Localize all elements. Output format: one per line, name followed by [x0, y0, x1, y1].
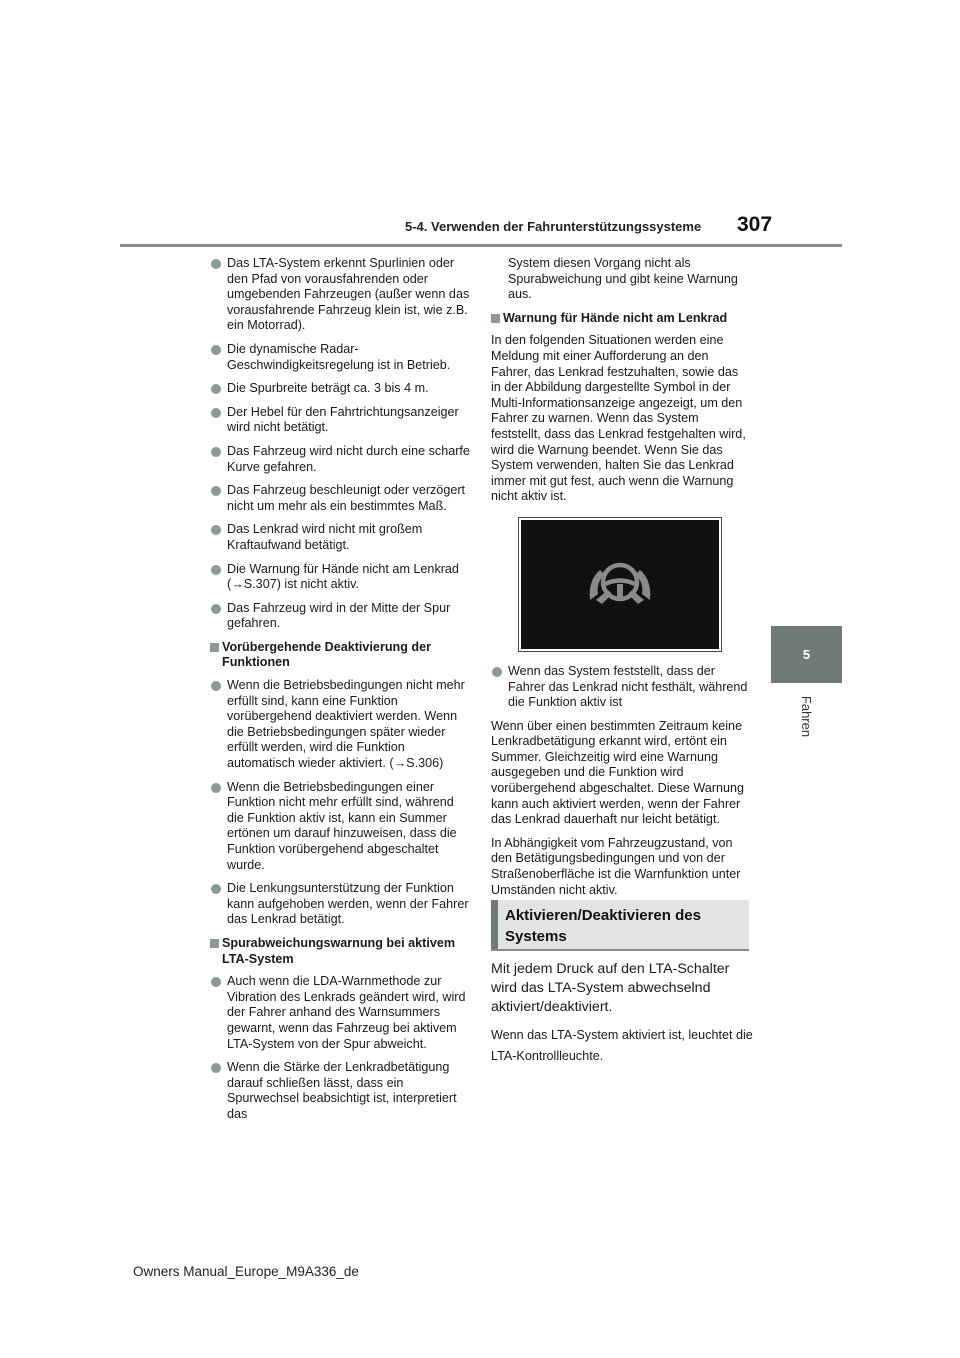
header-divider — [120, 244, 842, 247]
bullet-icon — [211, 408, 221, 418]
section-accent-bar — [491, 900, 498, 949]
list-item — [210, 342, 472, 373]
paragraph: In den folgenden Situationen werden eine Meldung mit einer Aufforderung an den Fahrer, das Lenkrad festzuhalten, sowie das in der Abbildung dargestellte Symbol in der Multi-Informationsanzeige angezeigt, um den Fahrer zu warnen. Wenn das System feststellt, dass das Lenkrad festgehalten wird, wird die Warnung beendet. Wenn Sie das System verwenden, halten Sie das Lenkrad immer mit gut fest, auch wenn die Warnung nicht aktiv ist. — [491, 333, 746, 504]
bullet-icon — [492, 667, 502, 677]
list-item-text: Die Spurbreite beträgt ca. 3 bis 4 m. — [227, 381, 429, 396]
right-column — [491, 256, 749, 906]
subheading — [210, 640, 472, 671]
paragraph: Wenn über einen bestimmten Zeitraum keine Lenkradbetätigung erkannt wird, ertönt ein Summer. Gleichzeitig wird eine Warnung ausgegeben und die Funktion wird vorübergehend abgeschaltet. Diese Warnung kann auch aktiviert werden, wenn der Fahrer das Lenkrad dauerhaft nur leicht betätigt. — [491, 718, 744, 827]
paragraph: In Abhängigkeit vom Fahrzeugzustand, von den Betätigungsbedingungen und von der Straßenoberfläche ist die Warnfunktion unter Umständen nicht aktiv. — [491, 835, 741, 897]
square-bullet-icon — [210, 939, 219, 948]
subheading-text: Spurabweichungswarnung bei aktivem LTA-System — [222, 935, 456, 966]
list-item-continuation: System diesen Vorgang nicht als Spurabweichung und gibt keine Warnung aus. — [508, 256, 738, 302]
warning-figure — [518, 517, 722, 652]
chapter-label — [771, 686, 842, 746]
list-item-text: Die dynamische Radar-Geschwindigkeitsregelung ist in Betrieb. — [227, 341, 451, 372]
bullet-icon — [211, 447, 221, 457]
bullet-icon — [211, 259, 221, 269]
subheading — [210, 936, 472, 967]
list-item-text: Die Warnung für Hände nicht am Lenkrad (→S.307) ist nicht aktiv. — [227, 561, 459, 592]
square-bullet-icon — [491, 314, 500, 323]
bullet-icon — [211, 384, 221, 394]
section-lead: Mit jedem Druck auf den LTA-Schalter wird das LTA-System abwechselnd aktiviert/deaktiviert. — [491, 961, 730, 1015]
list-item — [491, 664, 749, 711]
bullet-icon — [211, 1063, 221, 1073]
list-item-text: Der Hebel für den Fahrtrichtungsanzeiger wird nicht betätigt. — [227, 404, 459, 435]
list-item-text: Die Lenkungsunterstützung der Funktion kann aufgehoben werden, wenn der Fahrer das Lenkrad betätigt. — [227, 881, 469, 927]
list-item — [210, 483, 472, 514]
list-item — [210, 405, 472, 436]
section-title: Aktivieren/Deaktivieren des Systems — [505, 907, 701, 945]
list-item-text: Wenn die Stärke der Lenkradbetätigung darauf schließen lässt, dass ein Spurwechsel beabsichtigt ist, interpretiert das — [227, 1060, 457, 1121]
list-item — [210, 974, 472, 1052]
display-screen — [521, 520, 719, 649]
bullet-icon — [211, 486, 221, 496]
list-item — [210, 881, 472, 928]
list-item-text: Das Lenkrad wird nicht mit großem Kraftaufwand betätigt. — [227, 522, 423, 552]
bullet-icon — [211, 681, 221, 691]
list-item — [210, 522, 472, 553]
bullet-icon — [211, 783, 221, 793]
list-item — [210, 562, 472, 593]
section-header-title: 5-4. Verwenden der Fahrunterstützungssysteme — [405, 219, 702, 234]
bullet-icon — [211, 884, 221, 894]
chapter-label-text: Fahren — [798, 695, 814, 737]
footer-manual-id: Owners Manual_Europe_M9A336_de — [133, 1264, 359, 1279]
bullet-icon — [211, 977, 221, 987]
chapter-number: 5 — [802, 647, 811, 662]
list-item-text: Auch wenn die LDA-Warnmethode zur Vibration des Lenkrads geändert wird, wird der Fahrer anhand des Warnsummers gewarnt, wenn das Fahrzeug bei aktivem LTA-System von der Spur abweicht. — [227, 974, 466, 1051]
bullet-icon — [211, 345, 221, 355]
list-item — [210, 601, 472, 632]
section-heading-box — [491, 900, 749, 951]
bullet-icon — [211, 565, 221, 575]
left-column — [210, 256, 472, 1131]
list-item — [210, 780, 472, 874]
subheading-text: Warnung für Hände nicht am Lenkrad — [503, 310, 728, 325]
list-item-text: Das Fahrzeug beschleunigt oder verzögert nicht um mehr als ein bestimmtes Maß. — [227, 483, 466, 513]
square-bullet-icon — [210, 643, 219, 652]
page-number: 307 — [737, 213, 773, 236]
list-item — [210, 381, 472, 397]
subheading — [491, 311, 749, 327]
section-note: Wenn das LTA-System aktiviert ist, leuchtet die LTA-Kontrollleuchte. — [491, 1028, 753, 1063]
list-item — [210, 256, 472, 334]
list-item — [210, 444, 472, 475]
list-item-text: Wenn die Betriebsbedingungen nicht mehr erfüllt sind, kann eine Funktion vorübergehend deaktiviert werden. Wenn die Betriebsbedingungen später wieder erfüllt werden, wird die Funktion automatisch wieder aktiviert. (→S.306) — [227, 678, 465, 771]
list-item-text: Das Fahrzeug wird nicht durch eine scharfe Kurve gefahren. — [227, 443, 470, 474]
chapter-tab[interactable] — [771, 626, 842, 683]
list-item — [210, 678, 472, 772]
list-item-text: Wenn die Betriebsbedingungen einer Funktion nicht mehr erfüllt sind, während die Funktion aktiv ist, kann ein Summer ertönen um darauf hinzuweisen, dass die Funktion vorübergehend abgeschaltet wurde. — [227, 779, 457, 872]
bullet-icon — [211, 525, 221, 535]
list-item-text: Wenn das System feststellt, dass der Fahrer das Lenkrad nicht festhält, während die Funktion aktiv ist — [508, 663, 748, 710]
list-item — [210, 1060, 472, 1122]
list-item-text: Das Fahrzeug wird in der Mitte der Spur gefahren. — [227, 600, 451, 631]
bullet-icon — [211, 604, 221, 614]
subheading-text: Vorübergehende Deaktivierung der Funktionen — [222, 639, 432, 670]
list-item-text: Das LTA-System erkennt Spurlinien oder den Pfad von vorausfahrenden oder umgebenden Fahrzeugen (außer wenn das vorausfahrende Fahrzeug klein ist, wie z.B. ein Motorrad). — [227, 256, 470, 333]
hands-on-steering-wheel-icon — [584, 560, 656, 608]
